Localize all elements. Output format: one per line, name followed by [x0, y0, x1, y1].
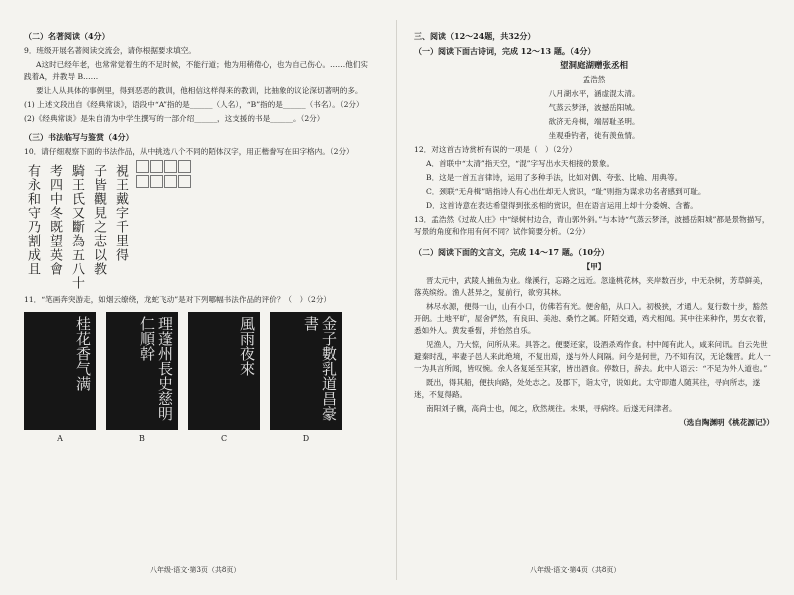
grid-cell[interactable]	[150, 175, 163, 188]
option: A．首联中“太清”指天空，“混”字写出水天相接的景象。	[426, 159, 615, 168]
calligraphy-column: 子皆觀見之志以教	[91, 164, 106, 276]
page-footer: 八年级·语文·第4页（共8页）	[530, 566, 621, 574]
sub-question: (1) 上述文段出自《经典常谈》，语段中“A”指的是______（人名），“B”指的是______（书名）。（2分）	[24, 100, 364, 109]
option: B．这是一首五言律诗，运用了多种手法，比如对偶、夸张、比喻、用典等。	[426, 173, 683, 182]
question-stem: 10．请仔细观察下面的书法作品，从中挑选八个不同的陌体汉字，用正楷誊写在田字格内。（2分）	[24, 147, 354, 156]
sub-section-title: （二）阅读下面的文言文，完成 14～17 题。（10分）	[414, 247, 609, 257]
sample-label: D	[302, 434, 310, 443]
passage-paragraph: A这时已经年老，也常常觉着生的不足时候，不能行道；他为用稍倦心，也为自己伤心。……他们实践着A，并教导 B……	[24, 60, 369, 81]
sample-d: 金子數乳道昌豪書	[270, 312, 342, 430]
grid-cell[interactable]	[164, 160, 177, 173]
grid-cell[interactable]	[178, 160, 191, 173]
sample-labels	[24, 433, 374, 445]
calligraphy-samples	[24, 312, 374, 430]
grid-cell[interactable]	[178, 175, 191, 188]
passage-mark: 【甲】	[582, 262, 606, 271]
section-title: 三、阅读（12～24题，共32分）	[414, 31, 536, 41]
poem-line: 气蒸云梦泽，波撼岳阳城。	[548, 103, 640, 112]
passage-paragraph: 见渔人，乃大惊，问所从来。具答之。便要还家，设酒杀鸡作食。村中闻有此人，咸来问讯。自云先世避秦时乱，率妻子邑人来此绝境，不复出焉，遂与外人间隔。问今是何世，乃不知有汉，无论魏晋。此人一一为具言所闻，皆叹惋。余人各复延至其家，皆出酒食。停数日，辞去。此中人语云：“不足为外人道也。”	[414, 340, 771, 373]
grid-cell[interactable]	[136, 160, 149, 173]
page-divider	[396, 20, 397, 580]
calligraphy-column: 騎王氏又斷為五八十	[69, 164, 84, 290]
poem-line: 八月湖水平，涵虚混太清。	[548, 89, 640, 98]
passage-source: （选自陶渊明《桃花源记》）	[679, 418, 774, 427]
option: D．这首诗意在表达希望得到张丞相的赏识，但在语言运用上却十分委婉、含蓄。	[426, 201, 698, 210]
question-stem: 9．班级开展名著阅读交流会，请你根据要求填空。	[24, 46, 196, 55]
calligraphy-sample	[24, 164, 128, 290]
option: C．颈联“无舟楫”暗指诗人有心出仕却无人赏识，“耻”则指为谋求功名者感到可耻。	[426, 187, 706, 196]
section-title: （二）名著阅读（4分）	[24, 31, 110, 41]
sample-c: 風雨夜來	[188, 312, 260, 430]
left-page	[24, 28, 374, 445]
question-stem: 13．孟浩然《过故人庄》中“绿树村边合，青山郭外斜。”与本诗“气蒸云梦泽，波撼岳阳城”都是景物描写，写景的角度和作用有何不同？试作简要分析。（2分）	[414, 215, 770, 236]
sample-a: 桂花香气满	[24, 312, 96, 430]
sample-b: 理蓬州長史慈明仁順幹	[106, 312, 178, 430]
question-stem: 12．对这首古诗赏析有误的一项是（ ）（2分）	[414, 145, 577, 154]
poem-line: 坐观垂钓者，徒有羡鱼情。	[548, 131, 640, 140]
passage-paragraph: 南阳刘子骥，高尚士也，闻之，欣然规往。未果，寻病终。后遂无问津者。	[426, 404, 677, 413]
q10-area	[24, 160, 374, 294]
tianzige-grid[interactable]	[136, 160, 192, 188]
passage-paragraph: 要让人从具体的事例里，得到恶恶的教训，他相信这样得来的教训，比抽象的议论深切著明的多。	[36, 86, 363, 95]
passage-paragraph: 晋太元中，武陵人捕鱼为业。缘溪行，忘路之远近。忽逢桃花林，夹岸数百步，中无杂树，芳草鲜美，落英缤纷。渔人甚异之，复前行，欲穷其林。	[414, 276, 768, 297]
calligraphy-column: 考四中冬既望英會	[47, 164, 62, 276]
page-footer: 八年级·语文·第3页（共8页）	[150, 566, 241, 574]
passage-paragraph: 林尽水源，便得一山，山有小口，仿佛若有光。便舍船，从口入。初极狭，才通人。复行数十步，豁然开朗。土地平旷，屋舍俨然，有良田、美池、桑竹之属。阡陌交通，鸡犬相闻。其中往来种作，男女衣着，悉如外人。黄发垂髫，并怡然自乐。	[414, 302, 771, 335]
grid-cell[interactable]	[136, 175, 149, 188]
poem-title: 望洞庭湖赠张丞相	[559, 61, 628, 71]
grid-cell[interactable]	[150, 160, 163, 173]
right-page	[414, 28, 774, 431]
poem	[414, 60, 774, 142]
poem-author: 孟浩然	[582, 75, 606, 84]
sub-section-title: （一）阅读下面古诗词，完成 12～13 题。（4分）	[414, 46, 596, 56]
section-title: （三）书法临写与鉴赏（4分）	[24, 132, 134, 142]
calligraphy-column: 有永和守乃割成且	[25, 164, 40, 276]
sample-label: C	[220, 434, 228, 443]
sample-label: A	[57, 434, 63, 443]
sub-question: (2)《经典常谈》是朱自清为中学生撰写的一部介绍______，这支援的书是______。（2分）	[24, 114, 325, 123]
question-stem: 11．“笔画奔突游走，如烟云缭绕，龙蛇飞动”是对下列哪幅书法作品的评价？（ ）（2分）	[24, 295, 332, 304]
calligraphy-column: 視王戴字千里得	[113, 164, 128, 262]
sample-label: B	[139, 434, 145, 443]
passage-paragraph: 既出，得其船，便扶向路，处处志之。及郡下，诣太守，说如此。太守即遣人随其往，寻向所志，遂迷，不复得路。	[414, 378, 761, 399]
poem-line: 欲济无舟楫，端居耻圣明。	[548, 117, 640, 126]
grid-cell[interactable]	[164, 175, 177, 188]
